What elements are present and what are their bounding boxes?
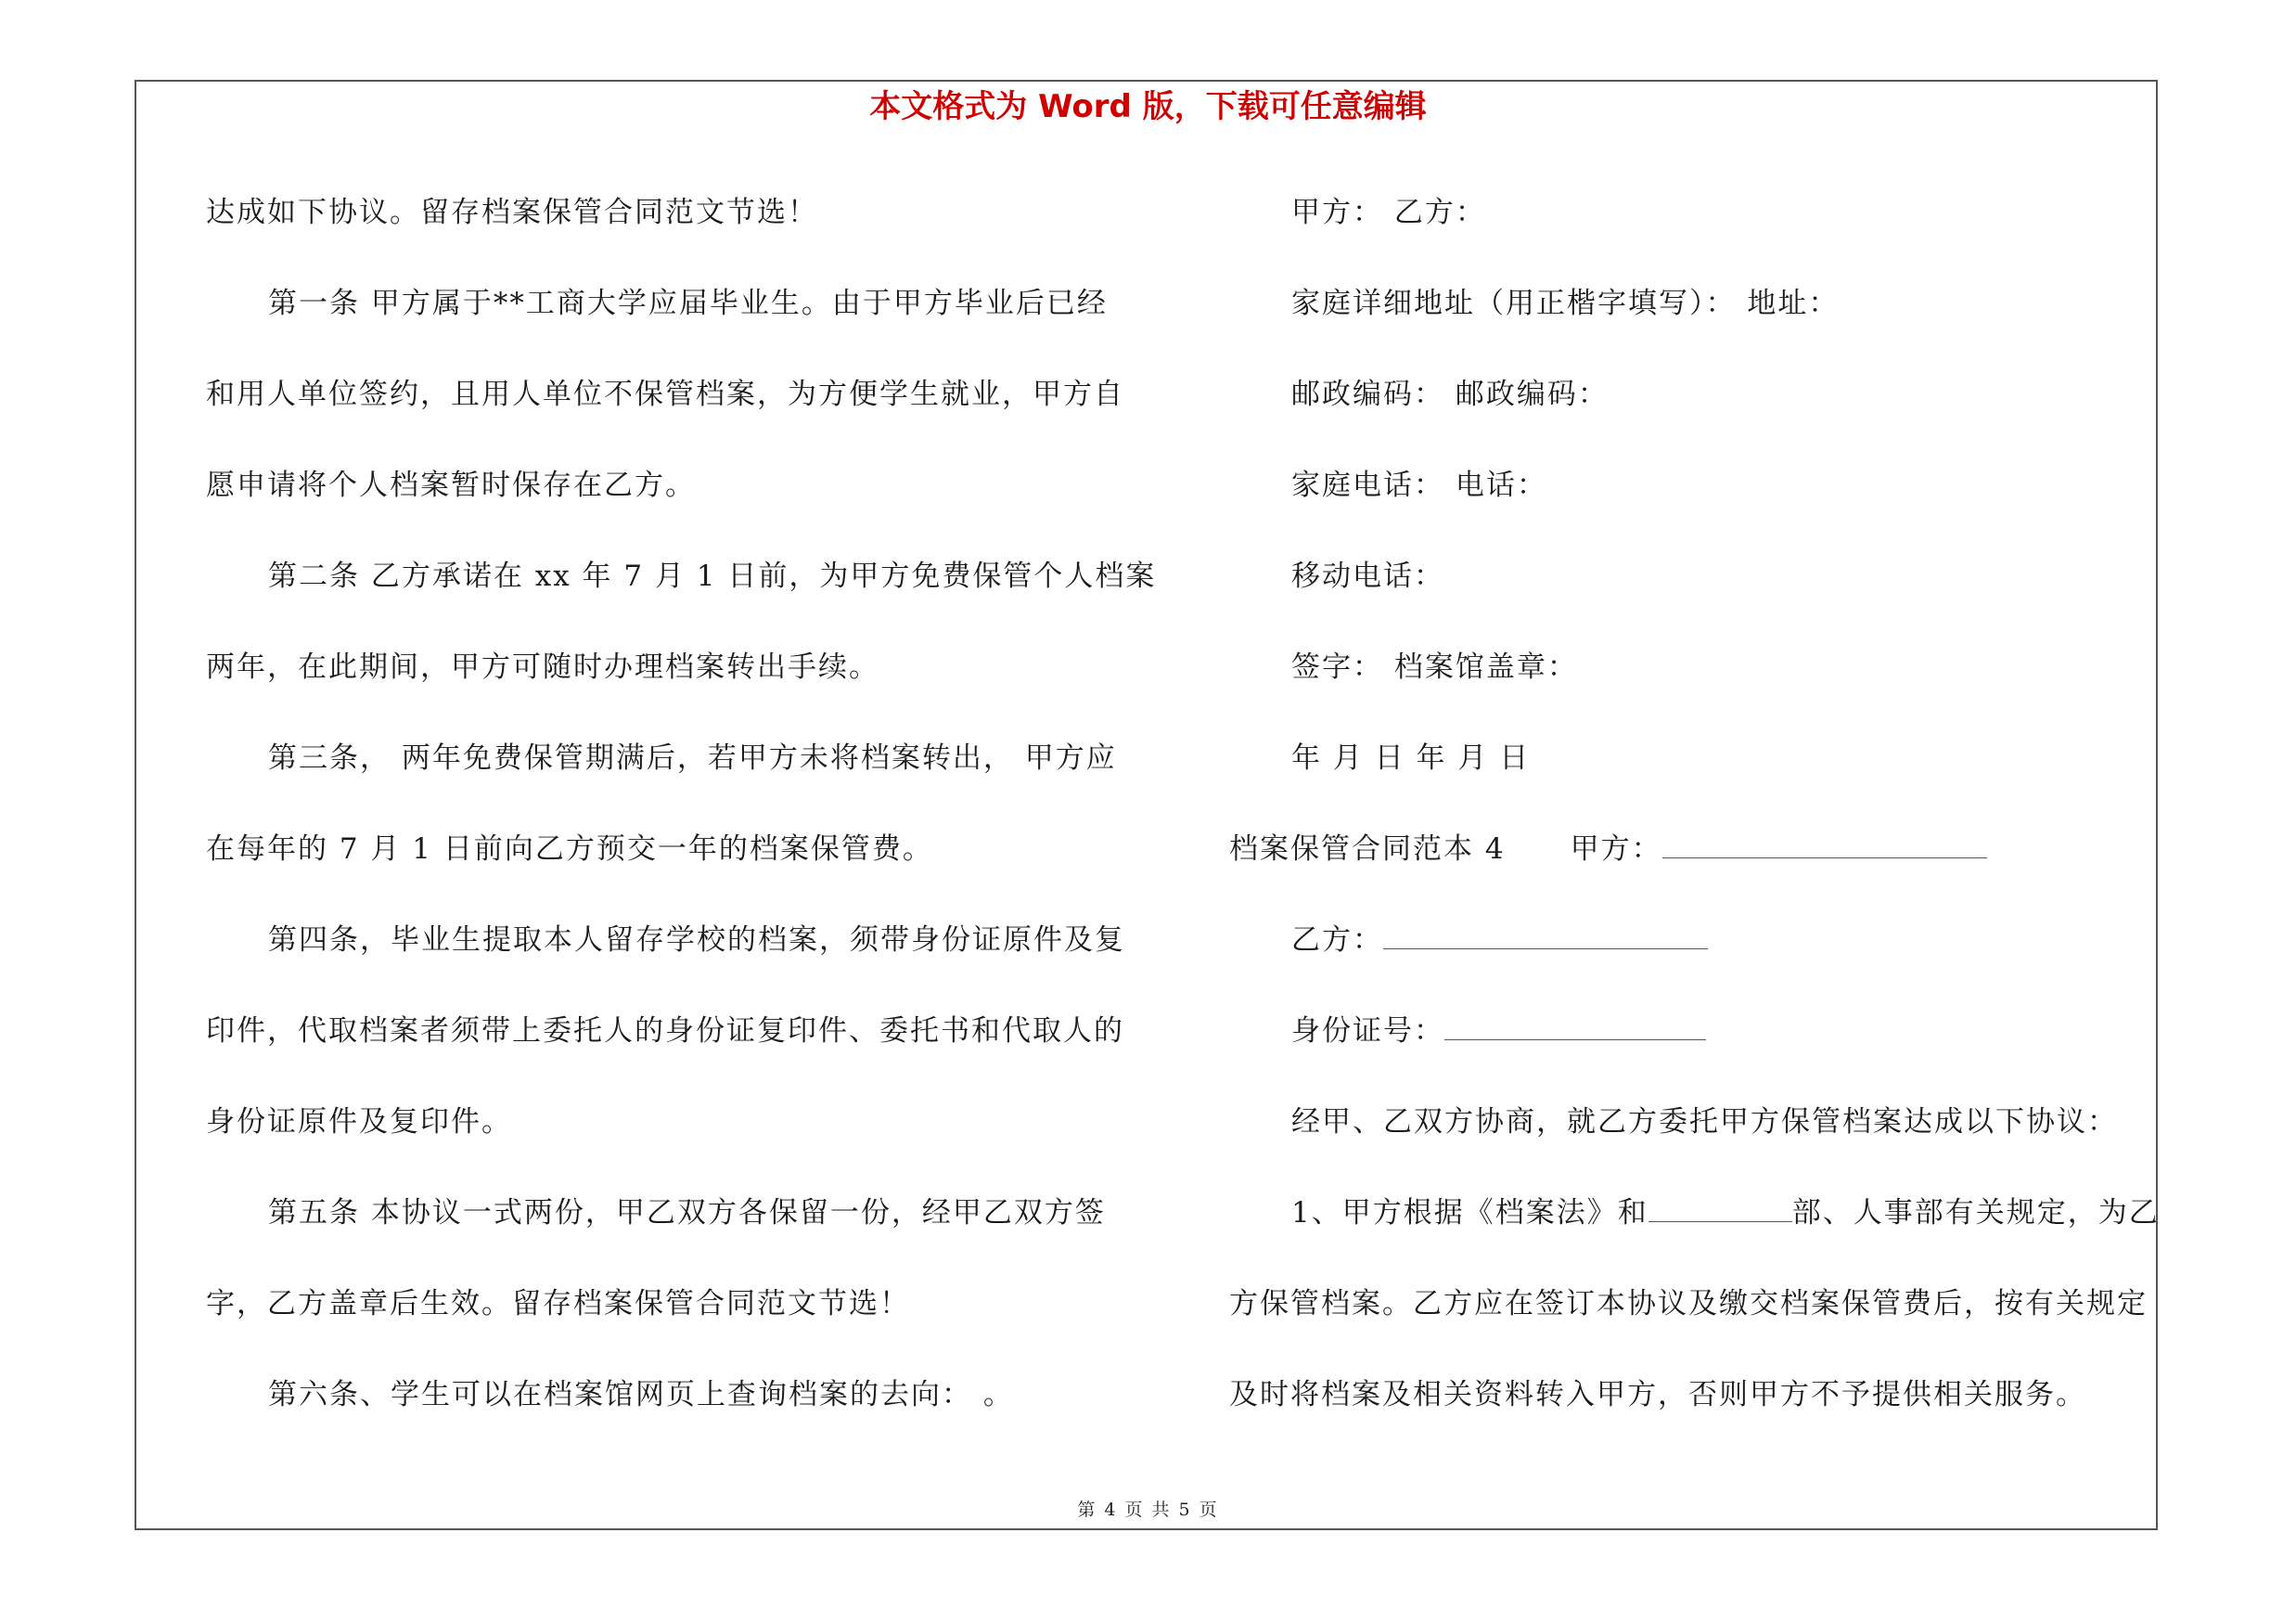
article-5-line: 第五条 本协议一式两份，甲乙双方各保留一份，经甲乙双方签: [268, 1196, 1106, 1230]
paragraph-line: 印件，代取档案者须带上委托人的身份证复印件、委托书和代取人的: [206, 1014, 1124, 1048]
paragraph-line: 和用人单位签约，且用人单位不保管档案，为方便学生就业，甲方自: [206, 378, 1124, 411]
page-number: 第 4 页 共 5 页: [1077, 1500, 1219, 1520]
id-number-label: 身份证号：: [1291, 1014, 1444, 1048]
phone-labels: 家庭电话： 电话：: [1291, 469, 1547, 502]
ministry-blank: [1648, 1188, 1792, 1222]
agreement-intro: 经甲、乙双方协商，就乙方委托甲方保管档案达成以下协议：: [1291, 1105, 2118, 1139]
paragraph-line: 两年，在此期间，甲方可随时办理档案转出手续。: [206, 650, 879, 684]
address-labels: 家庭详细地址（用正楷字填写）： 地址：: [1291, 287, 1840, 320]
clause-1-line: [1229, 1186, 2160, 1277]
date-labels: 年 月 日 年 月 日: [1291, 741, 1531, 775]
template-4-heading-line: [1229, 822, 2148, 913]
paragraph-line: 方保管档案。乙方应在签订本协议及缴交档案保管费后，按有关规定: [1229, 1287, 2148, 1320]
mobile-label: 移动电话：: [1291, 560, 1444, 593]
paragraph-line: 身份证原件及复印件。: [206, 1105, 512, 1139]
party-labels: 甲方： 乙方：: [1291, 196, 1486, 229]
clause-1-end: 部、人事部有关规定，为乙: [1791, 1196, 2160, 1230]
article-2-line: 第二条 乙方承诺在 xx 年 7 月 1 日前，为甲方免费保管个人档案: [268, 560, 1157, 593]
party-a-label: 甲方：: [1570, 832, 1662, 866]
id-number-blank: [1444, 1006, 1706, 1040]
paragraph-line: 在每年的 7 月 1 日前向乙方预交一年的档案保管费。: [206, 832, 933, 866]
party-a-blank: [1662, 824, 1987, 858]
id-number-line: [1229, 1004, 2148, 1095]
party-b-blank: [1383, 915, 1708, 949]
paragraph-line: 愿申请将个人档案暂时保存在乙方。: [206, 469, 696, 502]
article-6-line: 第六条、学生可以在档案馆网页上查询档案的去向： 。: [268, 1378, 1014, 1411]
party-b-line: [1229, 913, 2148, 1004]
party-b-label: 乙方：: [1291, 923, 1383, 957]
article-4-line: 第四条，毕业生提取本人留存学校的档案，须带身份证原件及复: [268, 923, 1125, 957]
left-column: [206, 186, 1157, 1459]
editable-notice-banner: 本文格式为 Word 版，下载可任意编辑: [869, 88, 1427, 125]
right-column: [1229, 186, 2160, 1459]
postcode-labels: 邮政编码： 邮政编码：: [1291, 378, 1609, 411]
article-3-line: 第三条， 两年免费保管期满后，若甲方未将档案转出， 甲方应: [268, 741, 1117, 775]
template-4-title: 档案保管合同范本 4: [1229, 832, 1506, 866]
paragraph-line: 字，乙方盖章后生效。留存档案保管合同范文节选！: [206, 1287, 910, 1320]
paragraph-line: 及时将档案及相关资料转入甲方，否则甲方不予提供相关服务。: [1229, 1378, 2086, 1411]
article-1-line: 第一条 甲方属于**工商大学应届毕业生。由于甲方毕业后已经: [268, 287, 1108, 320]
paragraph-line: 达成如下协议。留存档案保管合同范文节选！: [206, 196, 818, 229]
signature-labels: 签字： 档案馆盖章：: [1291, 650, 1578, 684]
clause-1-start: 1、甲方根据《档案法》和: [1291, 1196, 1648, 1230]
